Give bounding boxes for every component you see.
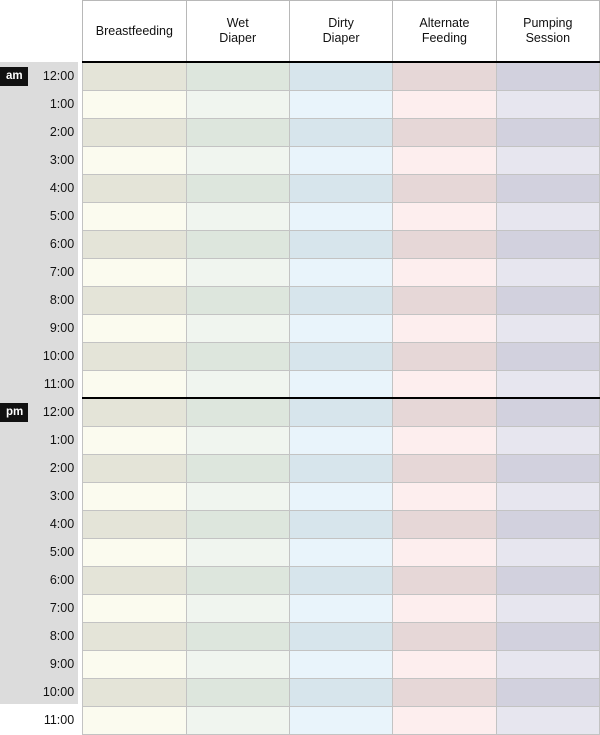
entry-cell[interactable]	[83, 426, 186, 454]
entry-cell[interactable]	[289, 342, 392, 370]
entry-cell[interactable]	[393, 566, 496, 594]
entry-cell[interactable]	[496, 650, 599, 678]
entry-cell[interactable]	[83, 510, 186, 538]
time-label: 4:00	[49, 517, 75, 531]
column-header-dirty-diaper	[289, 1, 392, 63]
table-row	[0, 622, 600, 650]
period-badge-cell-empty	[0, 370, 29, 398]
column-header-pumping-session-line2: Session	[525, 31, 571, 45]
time-label: 9:00	[49, 321, 75, 335]
entry-cell[interactable]	[393, 90, 496, 118]
entry-cell[interactable]	[289, 482, 392, 510]
period-badge-cell-empty	[0, 174, 29, 202]
table-row	[0, 426, 600, 454]
entry-cell[interactable]	[496, 678, 599, 706]
period-badge-cell-empty	[0, 538, 29, 566]
entry-cell[interactable]	[186, 482, 289, 510]
entry-cell[interactable]	[393, 258, 496, 286]
column-header-pumping-session-line1: Pumping	[523, 16, 573, 30]
entry-cell[interactable]	[289, 510, 392, 538]
column-header-wet-diaper	[186, 1, 289, 63]
time-label: 11:00	[43, 713, 75, 727]
entry-cell[interactable]	[186, 650, 289, 678]
entry-cell[interactable]	[83, 650, 186, 678]
entry-cell[interactable]	[393, 342, 496, 370]
time-label: 12:00	[42, 69, 75, 83]
entry-cell[interactable]	[83, 622, 186, 650]
entry-cell[interactable]	[496, 426, 599, 454]
entry-cell[interactable]	[186, 118, 289, 146]
entry-cell[interactable]	[186, 678, 289, 706]
period-badge-cell-empty	[0, 286, 29, 314]
entry-cell[interactable]	[83, 538, 186, 566]
entry-cell[interactable]	[83, 566, 186, 594]
period-badge-cell-empty	[0, 230, 29, 258]
entry-cell[interactable]	[496, 258, 599, 286]
period-badge-cell-am	[0, 62, 29, 90]
entry-cell[interactable]	[186, 174, 289, 202]
entry-cell[interactable]	[496, 398, 599, 426]
entry-cell[interactable]	[289, 398, 392, 426]
entry-cell[interactable]	[289, 258, 392, 286]
table-row	[0, 510, 600, 538]
table-row	[0, 342, 600, 370]
period-badge-cell-empty	[0, 510, 29, 538]
time-label: 4:00	[49, 181, 75, 195]
period-badge: am	[0, 67, 28, 86]
period-badge-cell-empty	[0, 678, 29, 706]
entry-cell[interactable]	[83, 230, 186, 258]
period-badge-cell-empty	[0, 622, 29, 650]
entry-cell[interactable]	[289, 174, 392, 202]
period-badge-cell-empty	[0, 426, 29, 454]
entry-cell[interactable]	[289, 314, 392, 342]
table-row	[0, 650, 600, 678]
period-badge-cell-empty	[0, 202, 29, 230]
period-badge-cell-empty	[0, 482, 29, 510]
entry-cell[interactable]	[496, 314, 599, 342]
entry-cell[interactable]	[186, 314, 289, 342]
entry-cell[interactable]	[186, 566, 289, 594]
column-header-alternate-feeding-line2: Feeding	[421, 31, 468, 45]
entry-cell[interactable]	[289, 230, 392, 258]
entry-cell[interactable]	[289, 594, 392, 622]
time-label: 10:00	[42, 685, 75, 699]
time-label: 2:00	[49, 125, 75, 139]
entry-cell[interactable]	[83, 258, 186, 286]
entry-cell[interactable]	[83, 314, 186, 342]
time-label: 6:00	[49, 237, 75, 251]
entry-cell[interactable]	[186, 258, 289, 286]
entry-cell[interactable]	[393, 62, 496, 90]
period-badge-cell-empty	[0, 90, 29, 118]
time-label: 2:00	[49, 461, 75, 475]
entry-cell[interactable]	[83, 62, 186, 90]
entry-cell[interactable]	[289, 650, 392, 678]
entry-cell[interactable]	[186, 510, 289, 538]
entry-cell[interactable]	[83, 370, 186, 398]
entry-cell[interactable]	[289, 118, 392, 146]
entry-cell[interactable]	[393, 650, 496, 678]
entry-cell[interactable]	[393, 174, 496, 202]
table-row	[0, 146, 600, 174]
time-label: 3:00	[49, 489, 75, 503]
table-body	[0, 62, 600, 734]
entry-cell[interactable]	[83, 342, 186, 370]
entry-cell[interactable]	[393, 146, 496, 174]
entry-cell[interactable]	[496, 482, 599, 510]
table-row	[0, 202, 600, 230]
entry-cell[interactable]	[393, 482, 496, 510]
time-label: 3:00	[49, 153, 75, 167]
entry-cell[interactable]	[393, 510, 496, 538]
entry-cell[interactable]	[289, 566, 392, 594]
header-row	[0, 1, 600, 63]
entry-cell[interactable]	[83, 286, 186, 314]
entry-cell[interactable]	[496, 286, 599, 314]
entry-cell[interactable]	[496, 174, 599, 202]
entry-cell[interactable]	[496, 566, 599, 594]
entry-cell[interactable]	[496, 146, 599, 174]
time-label: 8:00	[49, 293, 75, 307]
entry-cell[interactable]	[496, 118, 599, 146]
table-row	[0, 370, 600, 398]
time-label: 8:00	[49, 629, 75, 643]
time-label: 1:00	[49, 97, 75, 111]
entry-cell[interactable]	[496, 454, 599, 482]
period-badge-cell-empty	[0, 146, 29, 174]
corner-spacer-time	[29, 1, 83, 63]
entry-cell[interactable]	[289, 370, 392, 398]
entry-cell[interactable]	[393, 622, 496, 650]
time-label: 7:00	[49, 265, 75, 279]
column-header-alternate-feeding	[393, 1, 496, 63]
entry-cell[interactable]	[289, 678, 392, 706]
entry-cell[interactable]	[496, 594, 599, 622]
entry-cell[interactable]	[186, 202, 289, 230]
period-badge-cell-empty	[0, 594, 29, 622]
column-header-dirty-diaper-line2: Diaper	[322, 31, 360, 45]
table-row	[0, 62, 600, 90]
column-header-breastfeeding-line1: Breastfeeding	[95, 23, 173, 38]
table-row	[0, 90, 600, 118]
table-row	[0, 118, 600, 146]
entry-cell[interactable]	[496, 510, 599, 538]
entry-cell[interactable]	[289, 90, 392, 118]
time-label: 7:00	[49, 601, 75, 615]
table-row	[0, 594, 600, 622]
period-badge-cell-empty	[0, 118, 29, 146]
entry-cell[interactable]	[496, 370, 599, 398]
entry-cell[interactable]	[496, 538, 599, 566]
column-header-pumping-session	[496, 1, 599, 63]
table-row	[0, 174, 600, 202]
entry-cell[interactable]	[393, 426, 496, 454]
entry-cell[interactable]	[393, 202, 496, 230]
entry-cell[interactable]	[393, 230, 496, 258]
entry-cell[interactable]	[289, 622, 392, 650]
table-row	[0, 482, 600, 510]
time-label: 6:00	[49, 573, 75, 587]
entry-cell[interactable]	[83, 174, 186, 202]
entry-cell[interactable]	[393, 314, 496, 342]
entry-cell[interactable]	[289, 286, 392, 314]
period-badge-cell-empty	[0, 566, 29, 594]
table-row	[0, 566, 600, 594]
entry-cell[interactable]	[186, 146, 289, 174]
table-row	[0, 538, 600, 566]
entry-cell[interactable]	[186, 370, 289, 398]
period-badge-cell-empty	[0, 342, 29, 370]
entry-cell[interactable]	[186, 454, 289, 482]
entry-cell[interactable]	[393, 370, 496, 398]
entry-cell[interactable]	[83, 398, 186, 426]
table-row	[0, 678, 600, 706]
entry-cell[interactable]	[496, 90, 599, 118]
entry-cell[interactable]	[186, 230, 289, 258]
entry-cell[interactable]	[186, 342, 289, 370]
column-header-wet-diaper-line2: Diaper	[219, 31, 257, 45]
entry-cell[interactable]	[289, 202, 392, 230]
entry-cell[interactable]	[186, 538, 289, 566]
period-badge: pm	[0, 403, 28, 422]
entry-cell[interactable]	[186, 594, 289, 622]
corner-spacer-ampm	[0, 1, 29, 63]
time-label: 5:00	[49, 545, 75, 559]
entry-cell[interactable]	[393, 678, 496, 706]
entry-cell[interactable]	[186, 286, 289, 314]
entry-cell[interactable]	[393, 594, 496, 622]
entry-cell[interactable]	[83, 594, 186, 622]
entry-cell[interactable]	[186, 426, 289, 454]
time-label: 10:00	[42, 349, 75, 363]
column-header-wet-diaper-line1: Wet	[226, 16, 249, 30]
entry-cell[interactable]	[186, 90, 289, 118]
column-header-dirty-diaper-line1: Dirty	[328, 16, 354, 30]
column-header-alternate-feeding-line1: Alternate	[419, 16, 470, 30]
period-badge-cell-empty	[0, 314, 29, 342]
entry-cell[interactable]	[289, 426, 392, 454]
time-label: 11:00	[43, 377, 75, 391]
table-row	[0, 230, 600, 258]
period-badge-cell-empty	[0, 454, 29, 482]
table-row	[0, 314, 600, 342]
entry-cell[interactable]	[393, 398, 496, 426]
time-label: 1:00	[49, 433, 75, 447]
entry-cell[interactable]	[83, 454, 186, 482]
entry-cell[interactable]	[496, 230, 599, 258]
entry-cell[interactable]	[496, 342, 599, 370]
entry-cell[interactable]	[393, 454, 496, 482]
table-row	[0, 258, 600, 286]
entry-cell[interactable]	[393, 286, 496, 314]
table-header	[0, 1, 600, 63]
entry-cell[interactable]	[83, 90, 186, 118]
table-row	[0, 398, 600, 426]
entry-cell[interactable]	[83, 202, 186, 230]
entry-cell[interactable]	[289, 146, 392, 174]
time-label: 12:00	[42, 405, 75, 419]
entry-cell[interactable]	[393, 118, 496, 146]
entry-cell[interactable]	[289, 62, 392, 90]
period-badge-cell-pm	[0, 398, 29, 426]
time-label: 9:00	[49, 657, 75, 671]
entry-cell[interactable]	[186, 398, 289, 426]
entry-cell[interactable]	[289, 538, 392, 566]
entry-cell[interactable]	[496, 622, 599, 650]
entry-cell[interactable]	[83, 482, 186, 510]
table-row	[0, 454, 600, 482]
time-label: 5:00	[49, 209, 75, 223]
entry-cell[interactable]	[496, 202, 599, 230]
entry-cell[interactable]	[83, 118, 186, 146]
period-badge-cell-empty	[0, 650, 29, 678]
column-header-breastfeeding	[83, 1, 186, 63]
entry-cell[interactable]	[186, 622, 289, 650]
entry-cell[interactable]	[393, 538, 496, 566]
entry-cell[interactable]	[289, 454, 392, 482]
entry-cell[interactable]	[83, 146, 186, 174]
entry-cell[interactable]	[496, 62, 599, 90]
period-badge-cell-empty	[0, 258, 29, 286]
entry-cell[interactable]	[186, 62, 289, 90]
entry-cell[interactable]	[83, 678, 186, 706]
table-row	[0, 286, 600, 314]
